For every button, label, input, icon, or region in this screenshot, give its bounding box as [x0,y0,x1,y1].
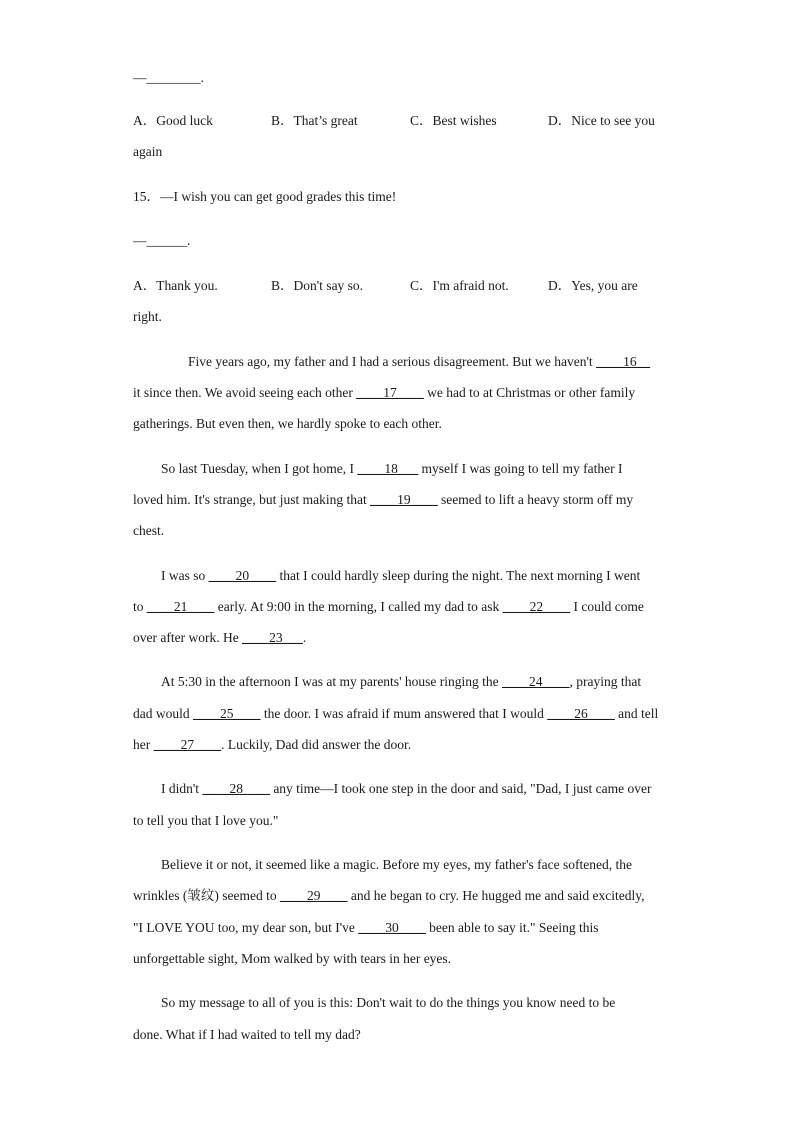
p4-text: dad would [133,706,193,721]
p4-text: the door. I was afraid if mum answered that I would [260,706,548,721]
p4-text: her [133,737,154,752]
p6-text: been able to say it." Seeing this [425,920,599,935]
p3-text: I could come [570,599,644,614]
blank-17: ____17____ [356,385,424,400]
p6-text: and he began to cry. He hugged me and said excitedly, [347,888,645,903]
blank-19: ____19____ [370,492,438,507]
p6-text: "I LOVE YOU too, my dear son, but I've [133,920,359,935]
p5-text: I didn't [161,781,203,796]
blank-26: ____26____ [547,706,615,721]
q15-option-d: D．Yes, you are [548,278,638,293]
passage-p4-line2 [133,706,658,722]
blank-27: ____27____ [153,737,222,752]
passage-p1-line2 [133,385,635,401]
p2-text: So last Tuesday, when I got home, I [161,461,358,476]
p4-text: and tell [614,706,659,721]
q15-option-d-continued: right. [133,309,162,324]
q14-answer-line: —________. [133,70,204,85]
blank-23: ____23___ [242,630,303,645]
passage-p5-line1 [161,781,651,797]
passage-p7-line2: done. What if I had waited to tell my dad? [133,1027,361,1042]
q14-option-a: A．Good luck [133,113,213,128]
passage-p6-line3 [133,920,599,936]
blank-18: ____18___ [357,461,419,476]
p3-text: I was so [161,568,209,583]
blank-25: ____25____ [193,706,261,721]
q14-option-d: D．Nice to see you [548,113,655,128]
p6-text: wrinkles (皱纹) seemed to [133,888,280,903]
q15-prompt: 15．—I wish you can get good grades this time! [133,189,397,204]
q15-option-b: B．Don't say so. [271,278,364,293]
blank-28: ____28____ [202,781,270,796]
p5-text: any time—I took one step in the door and said, "Dad, I just came over [269,781,652,796]
p3-text: early. At 9:00 in the morning, I called my dad to ask [214,599,503,614]
passage-p3-line2 [133,599,644,615]
blank-21: ____21____ [146,599,215,614]
blank-22: ____22____ [502,599,571,614]
passage-p2-line3: chest. [133,523,165,538]
passage-p6-line1: Believe it or not, it seemed like a magic. Before my eyes, my father's face softened, the [161,857,633,872]
p3-text: to [133,599,147,614]
passage-p3-line3 [133,630,306,646]
p4-text: . Luckily, Dad did answer the door. [221,737,412,752]
blank-24: ____24____ [501,674,570,689]
q14-option-b: B．That’s great [271,113,358,128]
q14-option-c: C．Best wishes [410,113,497,128]
blank-16: ____16__ [596,354,651,369]
p1-text: it since then. We avoid seeing each other [133,385,357,400]
passage-p5-line2: to tell you that I love you." [133,813,279,828]
passage-p2-line1 [161,461,622,477]
passage-p6-line2 [133,888,645,904]
p2-text: myself I was going to tell my father I [418,461,623,476]
passage-p2-line2 [133,492,633,508]
passage-p1-line1 [188,354,650,370]
blank-20: ____20____ [208,568,277,583]
passage-p3-line1 [161,568,640,584]
blank-29: ____29____ [279,888,348,903]
q15-option-c: C．I'm afraid not. [410,278,509,293]
p3-text: that I could hardly sleep during the night. The next morning I went [276,568,641,583]
p4-text: At 5:30 in the afternoon I was at my parents' house ringing the [161,674,502,689]
p1-text: we had to at Christmas or other family [423,385,636,400]
passage-p6-line4: unforgettable sight, Mom walked by with tears in her eyes. [133,951,452,966]
passage-p4-line1 [161,674,641,690]
q14-option-d-continued: again [133,144,163,159]
q15-option-a: A．Thank you. [133,278,218,293]
p2-text: loved him. It's strange, but just making that [133,492,371,507]
p3-text: over after work. He [133,630,243,645]
passage-p1-line3: gatherings. But even then, we hardly spoke to each other. [133,416,442,431]
p1-text: Five years ago, my father and I had a serious disagreement. But we haven't [188,354,597,369]
p2-text: seemed to lift a heavy storm off my [437,492,634,507]
passage-p7-line1: So my message to all of you is this: Don't wait to do the things you know need to be [161,995,616,1010]
p3-text: . [302,630,307,645]
passage-p4-line3 [133,737,411,753]
p4-text: , praying that [569,674,642,689]
q15-answer-line: —______. [133,233,191,248]
blank-30: ____30____ [358,920,426,935]
